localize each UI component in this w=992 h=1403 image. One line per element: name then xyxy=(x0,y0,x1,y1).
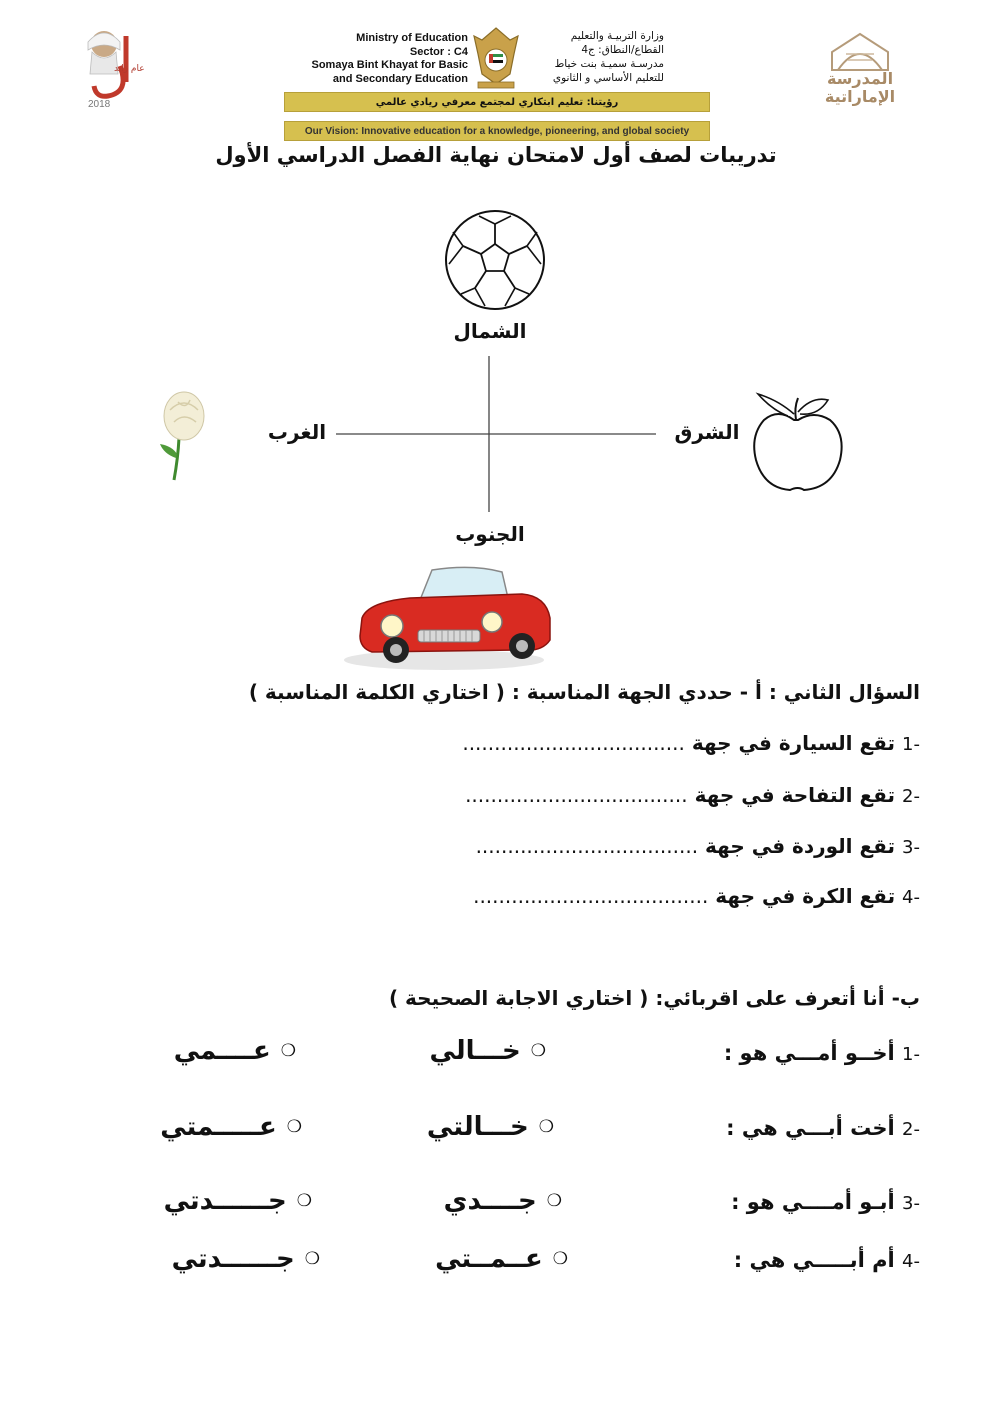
soccer-ball-icon xyxy=(443,208,547,312)
row-question: أم أبـــــي هي : xyxy=(733,1248,895,1272)
item-text: تقع الوردة في جهة xyxy=(705,834,896,858)
option-ammati[interactable] xyxy=(160,1112,302,1142)
option-ammati-2[interactable] xyxy=(435,1244,568,1274)
header-arabic-block xyxy=(524,29,664,85)
emirati-school-logo xyxy=(808,30,912,110)
zayed-logo-text: عام زايد xyxy=(114,64,145,74)
row-question: أخــو أمـــي هو : xyxy=(723,1041,895,1065)
partb-question-1 xyxy=(724,1041,920,1065)
east-label: الشرق xyxy=(674,420,740,444)
north-label: الشمال xyxy=(453,319,527,343)
item-number: -3 xyxy=(902,837,920,858)
option-ammi[interactable] xyxy=(174,1036,296,1066)
option-label: عــــمي xyxy=(173,1036,271,1066)
school-line-ar-1: مدرسـة سميـة بنت خياط xyxy=(554,58,664,70)
item-number: -1 xyxy=(902,734,920,755)
sector-line-ar: القطاع/النطاق: ج4 xyxy=(581,44,664,56)
compass-cross xyxy=(336,356,656,512)
row-number: -1 xyxy=(902,1044,920,1065)
radio-circle-icon[interactable]: ❍ xyxy=(280,1041,296,1061)
ministry-line-ar: وزارة التربيـة والتعليم xyxy=(570,30,664,42)
apple-icon xyxy=(748,390,848,494)
question2-item-1 xyxy=(462,731,920,755)
item-text: تقع التفاحة في جهة xyxy=(694,783,896,807)
option-label: جــــــدتي xyxy=(163,1186,287,1216)
partb-question-2 xyxy=(726,1116,920,1140)
row-number: -2 xyxy=(902,1119,920,1140)
radio-circle-icon[interactable]: ❍ xyxy=(546,1191,562,1211)
south-label: الجنوب xyxy=(455,522,525,546)
answer-blank[interactable]: ................................... xyxy=(475,834,699,858)
uae-emblem-icon xyxy=(470,24,522,90)
page-title: تدريبات لصف أول لامتحان نهاية الفصل الدراسي الأول xyxy=(215,143,777,167)
item-text: تقع الكرة في جهة xyxy=(715,884,896,908)
zayed-year-logo xyxy=(78,22,150,114)
zayed-logo-year: 2018 xyxy=(88,99,111,110)
item-text: تقع السيارة في جهة xyxy=(691,731,896,755)
ministry-line: Ministry of Education xyxy=(356,32,468,44)
answer-blank[interactable]: ..................................... xyxy=(473,884,709,908)
option-label: خـــالتي xyxy=(426,1112,529,1142)
row-number: -3 xyxy=(902,1193,920,1214)
emirati-school-text: المدرسة الإماراتية xyxy=(824,69,896,106)
school-line-2: and Secondary Education xyxy=(332,72,468,85)
option-khalati[interactable] xyxy=(427,1112,554,1142)
question2-item-2 xyxy=(465,783,920,807)
option-label: عـــــمتي xyxy=(160,1112,277,1142)
item-number: -4 xyxy=(902,887,920,908)
option-label: عــمــتي xyxy=(435,1244,543,1274)
question2-item-4 xyxy=(473,884,920,908)
school-line-ar-2: للتعليم الأساسي و الثانوي xyxy=(552,72,664,84)
answer-blank[interactable]: ................................... xyxy=(462,731,685,755)
radio-circle-icon[interactable]: ❍ xyxy=(530,1041,546,1061)
vision-banner-english: Our Vision: Innovative education for a knowledge, pioneering, and global society xyxy=(284,121,710,141)
school-line-1: Somaya Bint Khayat for Basic xyxy=(311,59,468,71)
partb-question-3 xyxy=(731,1190,920,1214)
option-label: جــــدي xyxy=(443,1186,537,1216)
option-label: جــــــدتي xyxy=(171,1244,295,1274)
radio-circle-icon[interactable]: ❍ xyxy=(552,1249,568,1269)
question2-item-3 xyxy=(476,834,920,858)
vision-banner-arabic: رؤيتنا: تعليم ابتكاري لمجتمع معرفي ريادي عالمي xyxy=(284,92,710,112)
west-label: الغرب xyxy=(267,420,327,444)
row-number: -4 xyxy=(902,1251,920,1272)
row-question: أخت أبـــي هي : xyxy=(726,1116,895,1140)
question2-heading: السؤال الثاني : أ - حددي الجهة المناسبة : ( اختاري الكلمة المناسبة ) xyxy=(248,680,920,704)
header-english-block xyxy=(290,32,468,86)
radio-circle-icon[interactable]: ❍ xyxy=(538,1117,554,1137)
option-jaddati-2[interactable] xyxy=(172,1244,320,1274)
answer-blank[interactable]: ................................... xyxy=(465,783,688,807)
red-car-icon xyxy=(332,560,556,672)
item-number: -2 xyxy=(902,786,920,807)
partb-question-4 xyxy=(734,1248,920,1272)
option-label: خـــالي xyxy=(429,1036,521,1066)
row-question: أبـو أمــــي هو : xyxy=(731,1190,895,1214)
sector-line: Sector : C4 xyxy=(409,45,468,58)
option-khali[interactable] xyxy=(430,1036,546,1066)
white-rose-icon xyxy=(156,388,220,482)
option-jaddati[interactable] xyxy=(164,1186,312,1216)
radio-circle-icon[interactable]: ❍ xyxy=(286,1117,302,1137)
partb-heading: ب- أنا أتعرف على اقربائي: ( اختاري الاجابة الصحيحة ) xyxy=(388,986,920,1010)
radio-circle-icon[interactable]: ❍ xyxy=(304,1249,320,1269)
radio-circle-icon[interactable]: ❍ xyxy=(296,1191,312,1211)
option-jaddi[interactable] xyxy=(444,1186,562,1216)
